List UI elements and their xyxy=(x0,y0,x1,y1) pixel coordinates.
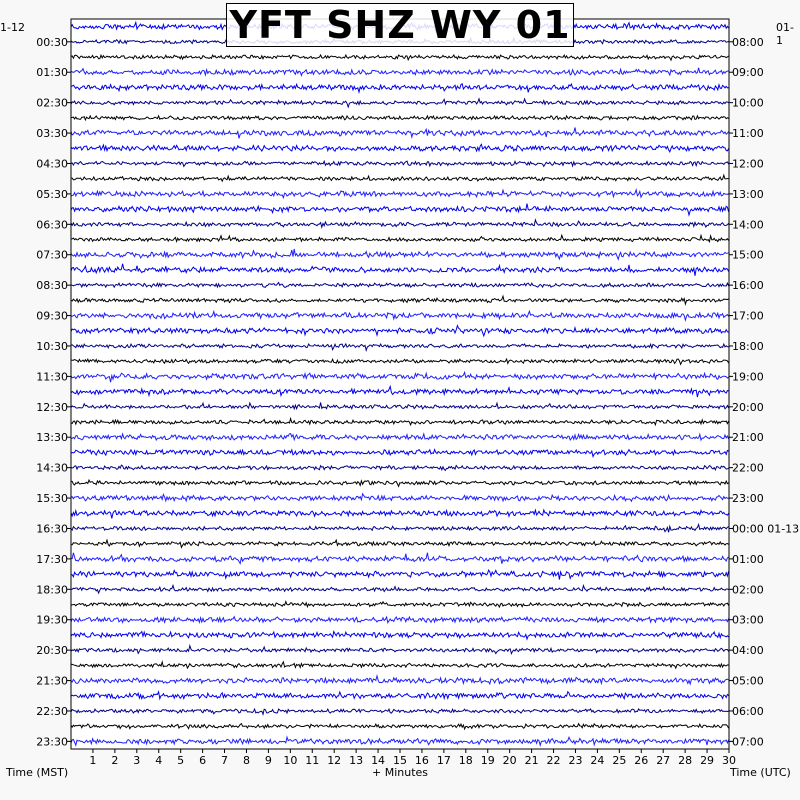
x-tick-label-26: 26 xyxy=(634,754,649,767)
right-tick-label-9: 17:00 xyxy=(732,309,764,323)
left-tick-label-1: 01:30 xyxy=(36,66,68,80)
right-tick-label-11: 19:00 xyxy=(732,370,764,384)
left-tick-label-0: 00:30 xyxy=(36,35,68,49)
left-tick-label-22: 22:30 xyxy=(36,704,68,718)
left-tick-label-6: 06:30 xyxy=(36,218,68,232)
right-tick-label-18: 02:00 xyxy=(732,583,764,597)
x-tick-label-30: 30 xyxy=(722,754,736,767)
x-tick-label-3: 3 xyxy=(133,754,141,767)
right-tick-label-7: 15:00 xyxy=(732,248,764,262)
x-tick-label-20: 20 xyxy=(502,754,517,767)
x-tick-label-10: 10 xyxy=(283,754,298,767)
right-tick-label-16: 00:00 01-13 xyxy=(732,522,800,536)
left-tick-label-2: 02:30 xyxy=(36,96,68,110)
right-tick-label-20: 04:00 xyxy=(732,644,764,658)
x-tick-label-19: 19 xyxy=(480,754,495,767)
x-tick-label-28: 28 xyxy=(678,754,693,767)
x-tick-label-9: 9 xyxy=(264,754,272,767)
x-tick-label-2: 2 xyxy=(111,754,119,767)
left-tick-label-8: 08:30 xyxy=(36,279,68,293)
right-tick-label-2: 10:00 xyxy=(732,96,764,110)
x-tick-label-14: 14 xyxy=(371,754,386,767)
right-tick-label-3: 11:00 xyxy=(732,127,764,141)
left-tick-label-10: 10:30 xyxy=(36,339,68,353)
right-tick-label-1: 09:00 xyxy=(732,66,764,80)
right-tick-label-17: 01:00 xyxy=(732,552,764,566)
x-tick-label-27: 27 xyxy=(656,754,671,767)
x-tick-label-16: 16 xyxy=(414,754,429,767)
right-tick-label-23: 07:00 xyxy=(732,735,764,749)
left-tick-label-19: 19:30 xyxy=(36,613,68,627)
right-tick-label-8: 16:00 xyxy=(732,279,764,293)
x-tick-label-18: 18 xyxy=(458,754,473,767)
left-tick-label-12: 12:30 xyxy=(36,400,68,414)
right-tick-label-21: 05:00 xyxy=(732,674,764,688)
x-tick-label-6: 6 xyxy=(199,754,207,767)
x-tick-label-23: 23 xyxy=(568,754,583,767)
x-tick-label-21: 21 xyxy=(524,754,539,767)
left-tick-label-13: 13:30 xyxy=(36,431,68,445)
x-tick-label-22: 22 xyxy=(546,754,561,767)
x-tick-label-7: 7 xyxy=(221,754,229,767)
x-tick-label-5: 5 xyxy=(177,754,185,767)
right-tick-label-12: 20:00 xyxy=(732,400,764,414)
right-tick-label-19: 03:00 xyxy=(732,613,764,627)
x-tick-label-15: 15 xyxy=(393,754,407,767)
x-tick-label-8: 8 xyxy=(242,754,250,767)
x-tick-label-1: 1 xyxy=(89,754,97,767)
right-tick-label-4: 12:00 xyxy=(732,157,764,171)
right-tick-label-13: 21:00 xyxy=(732,431,764,445)
right-tick-label-15: 23:00 xyxy=(732,492,764,506)
x-tick-label-13: 13 xyxy=(349,754,364,767)
x-tick-label-25: 25 xyxy=(612,754,627,767)
left-tick-label-15: 15:30 xyxy=(36,492,68,506)
x-tick-label-17: 17 xyxy=(436,754,451,767)
right-tick-label-22: 06:00 xyxy=(732,704,764,718)
left-tick-label-11: 11:30 xyxy=(36,370,68,384)
left-tick-label-7: 07:30 xyxy=(36,248,68,262)
left-axis-label: Time (MST) xyxy=(6,766,69,779)
right-tick-label-5: 13:00 xyxy=(732,187,764,201)
left-tick-label-20: 20:30 xyxy=(36,644,68,658)
x-tick-label-12: 12 xyxy=(327,754,342,767)
left-tick-label-4: 04:30 xyxy=(36,157,68,171)
left-tick-label-23: 23:30 xyxy=(36,735,68,749)
right-tick-label-6: 14:00 xyxy=(732,218,764,232)
x-tick-label-11: 11 xyxy=(305,754,320,767)
right-axis-label: Time (UTC) xyxy=(730,766,791,779)
x-tick-label-29: 29 xyxy=(700,754,715,767)
left-tick-label-14: 14:30 xyxy=(36,461,68,475)
right-tick-label-10: 18:00 xyxy=(732,339,764,353)
plot-area xyxy=(71,19,729,749)
x-tick-label-24: 24 xyxy=(590,754,605,767)
chart-title: YFT SHZ WY 01 xyxy=(229,3,571,47)
right-tick-label-14: 22:00 xyxy=(732,461,764,475)
left-tick-label-3: 03:30 xyxy=(36,127,68,141)
right-date-label: 01-1 xyxy=(776,21,794,47)
title-box xyxy=(226,3,574,47)
left-tick-label-16: 16:30 xyxy=(36,522,68,536)
left-tick-label-9: 09:30 xyxy=(36,309,68,323)
left-tick-label-21: 21:30 xyxy=(36,674,68,688)
left-tick-label-18: 18:30 xyxy=(36,583,68,597)
left-tick-label-17: 17:30 xyxy=(36,552,68,566)
left-date-label: 1-12 xyxy=(0,21,25,34)
right-tick-label-0: 08:00 xyxy=(732,35,764,49)
left-tick-label-5: 05:30 xyxy=(36,187,68,201)
x-axis-label: + Minutes xyxy=(372,766,429,779)
x-tick-label-4: 4 xyxy=(155,754,163,767)
